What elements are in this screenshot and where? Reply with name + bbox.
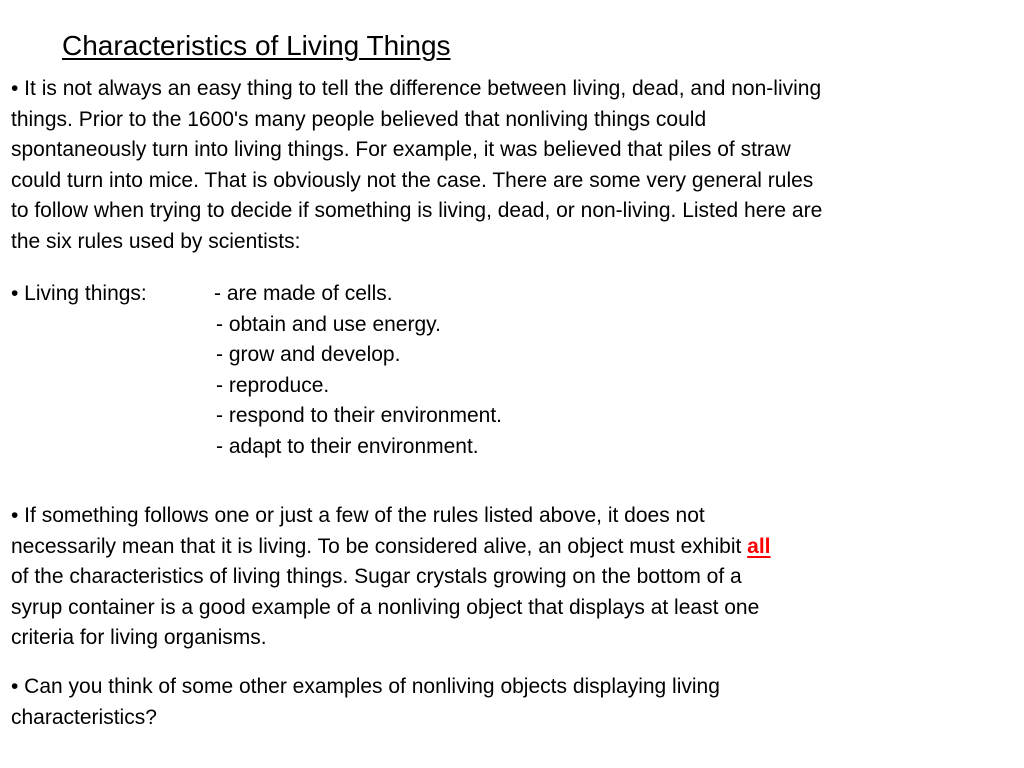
follows-line: of the characteristics of living things. Sugar crystals growing on the bottom of a	[11, 565, 742, 589]
question-paragraph	[11, 672, 720, 733]
rule-item: - respond to their environment.	[216, 404, 502, 428]
emphasis-all: all	[747, 534, 771, 558]
rules-first-row	[11, 279, 502, 310]
rule-item: - are made of cells.	[214, 282, 393, 305]
rules-lead-label: • Living things:	[11, 282, 147, 305]
rule-item: - adapt to their environment.	[216, 434, 479, 458]
follows-line: • If something follows one or just a few of the rules listed above, it does not	[11, 504, 705, 527]
intro-line: could turn into mice. That is obviously not the case. There are some very general rules	[11, 168, 814, 192]
question-line: • Can you think of some other examples of nonliving objects displaying living	[11, 675, 720, 698]
follows-paragraph	[11, 501, 771, 654]
follows-line	[11, 532, 771, 563]
intro-paragraph	[11, 74, 822, 258]
rule-item: - grow and develop.	[216, 343, 401, 367]
intro-line: things. Prior to the 1600's many people believed that nonliving things could	[11, 107, 707, 131]
follows-line: criteria for living organisms.	[11, 626, 267, 650]
follows-line: syrup container is a good example of a nonliving object that displays at least one	[11, 595, 760, 619]
intro-line: to follow when trying to decide if something is living, dead, or non-living. Listed here are	[11, 199, 823, 223]
follows-line-text: necessarily mean that it is living. To be considered alive, an object must exhibit	[11, 534, 748, 558]
rule-item: - obtain and use energy.	[216, 312, 441, 336]
rule-item: - reproduce.	[216, 373, 330, 397]
intro-line: spontaneously turn into living things. For example, it was believed that piles of straw	[11, 138, 791, 162]
intro-line: the six rules used by scientists:	[11, 229, 301, 253]
question-line: characteristics?	[11, 705, 157, 729]
rules-list	[11, 279, 502, 463]
slide-title: Characteristics of Living Things	[62, 30, 451, 61]
intro-line: • It is not always an easy thing to tell the difference between living, dead, and non-living	[11, 77, 822, 100]
